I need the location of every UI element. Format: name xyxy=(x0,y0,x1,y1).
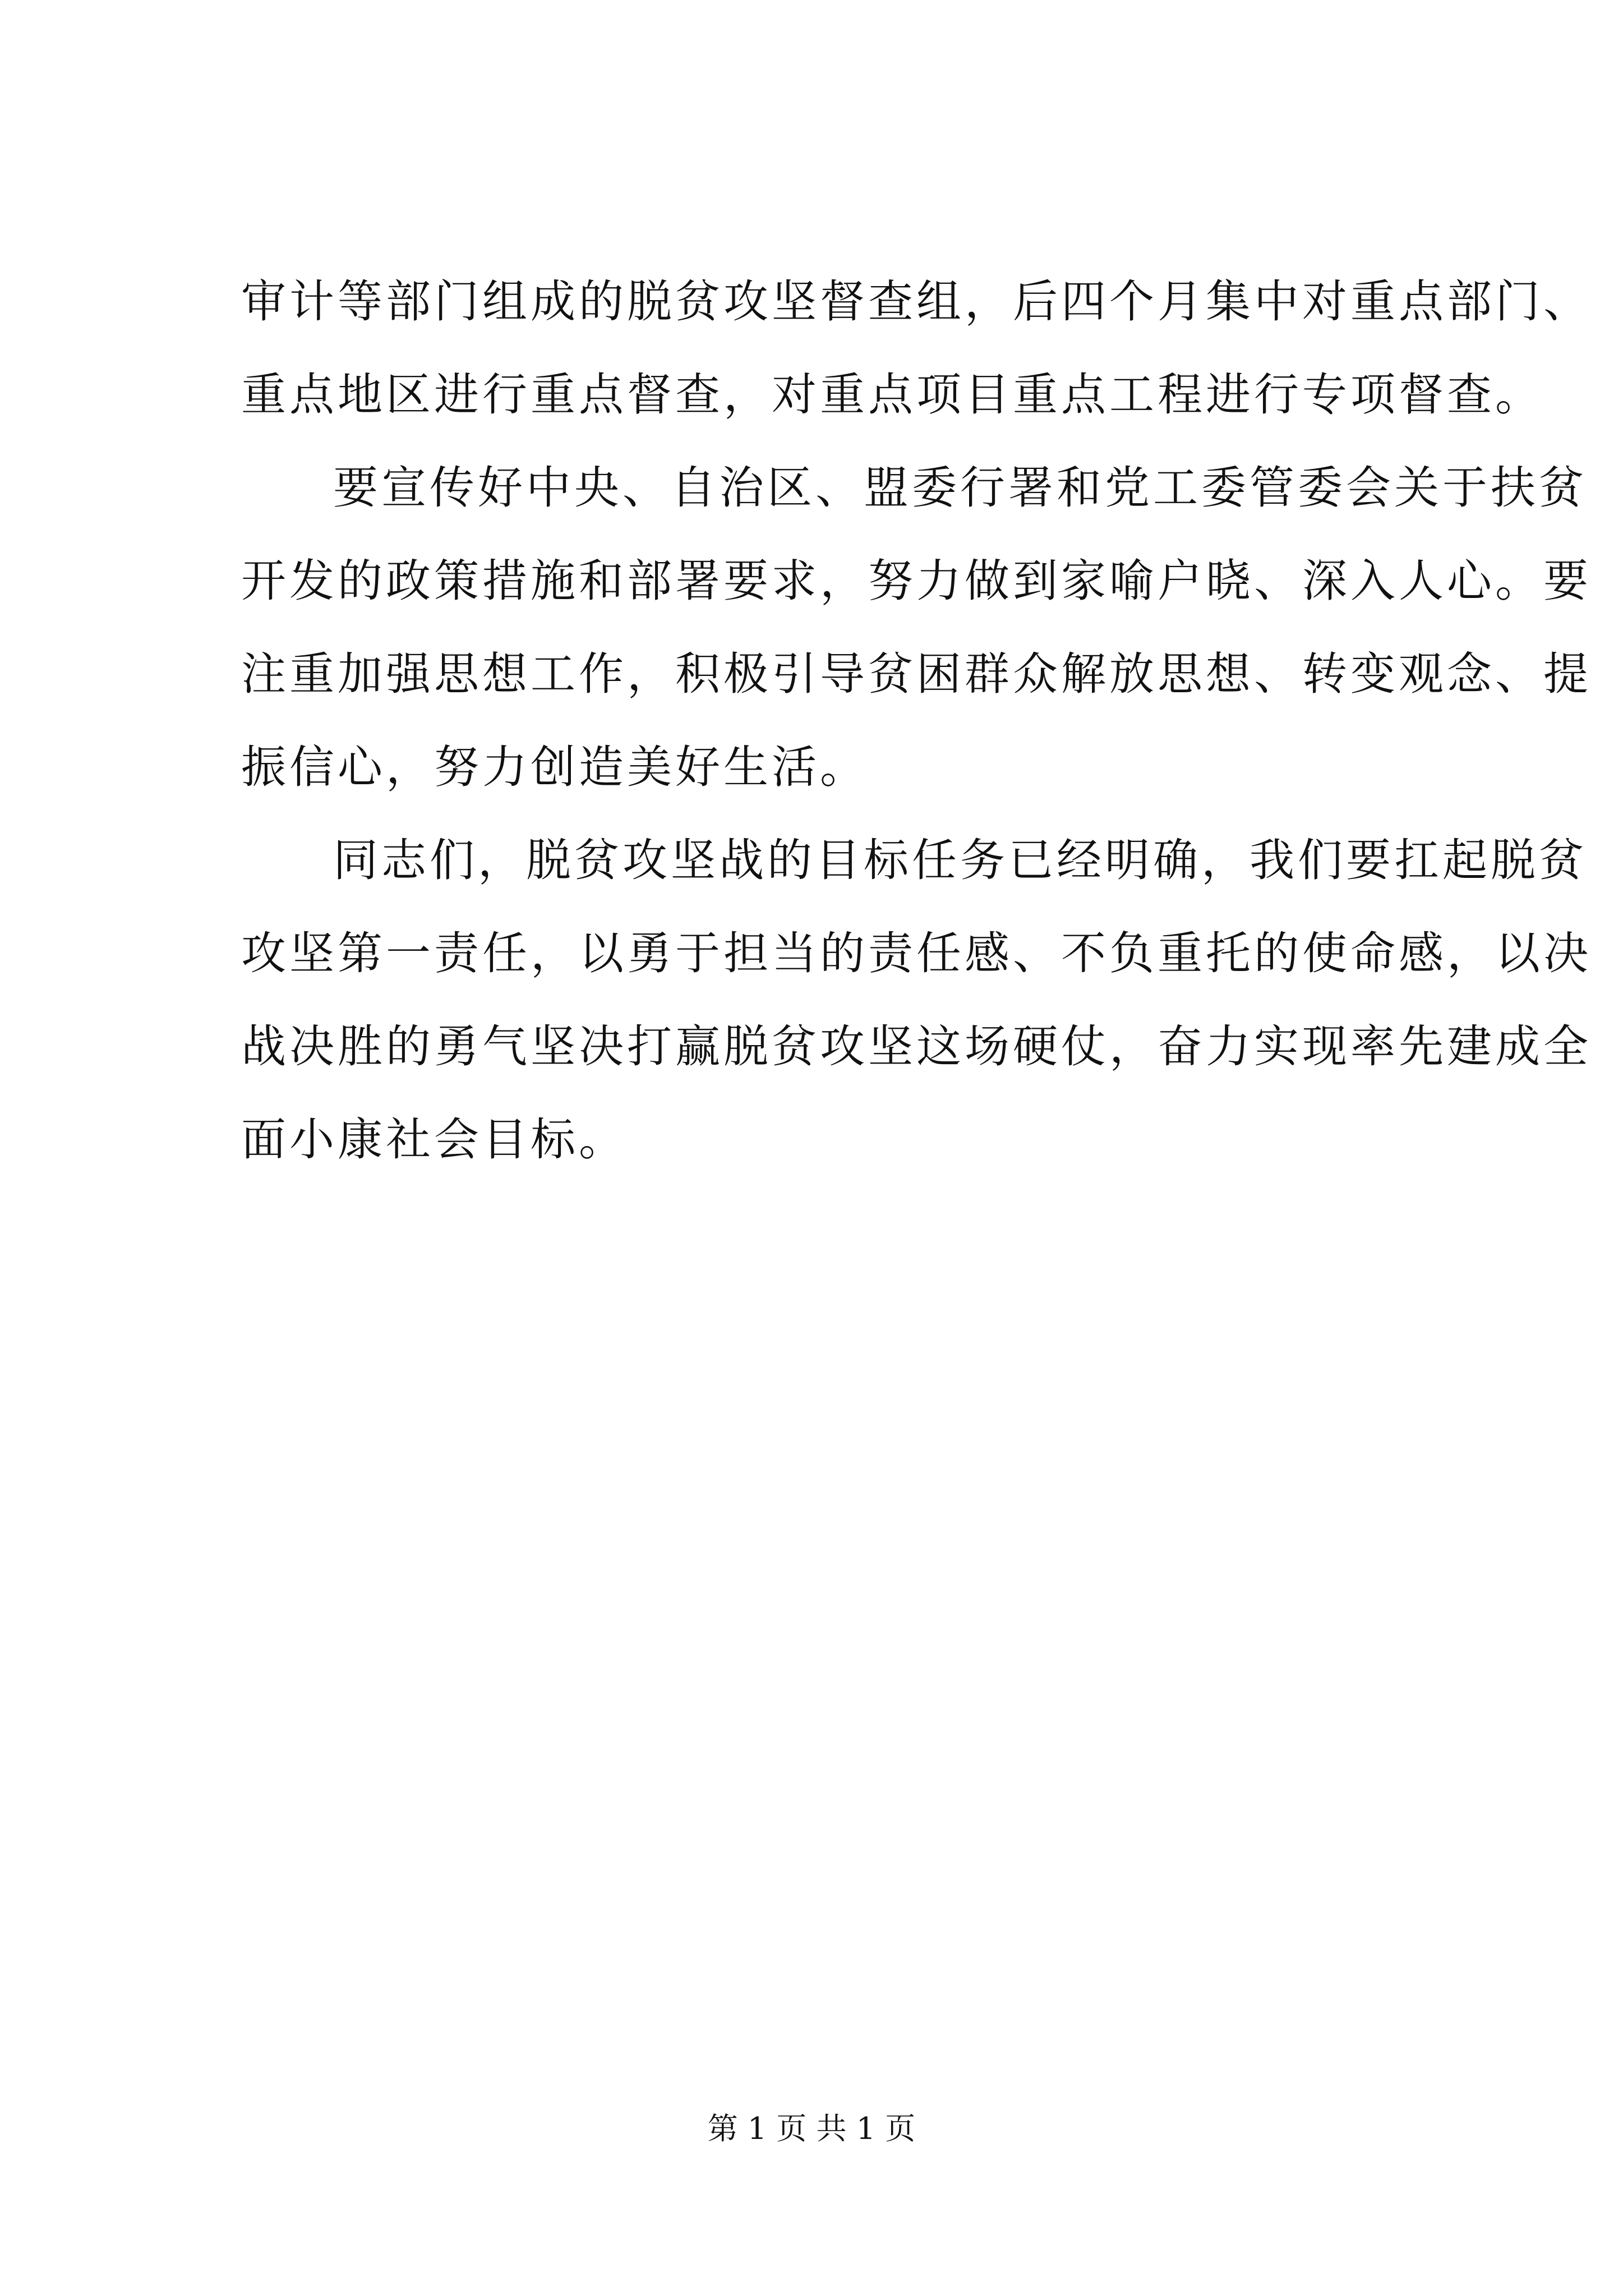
body-line: 重点地区进行重点督查，对重点项目重点工程进行专项督查。 xyxy=(241,369,1543,421)
body-line: 面小康社会目标。 xyxy=(241,1114,627,1166)
body-line: 审计等部门组成的脱贫攻坚督查组，后四个月集中对重点部门、 xyxy=(241,275,1592,328)
document-body xyxy=(241,255,1592,1186)
body-line: 注重加强思想工作，积极引导贫困群众解放思想、转变观念、提 xyxy=(241,648,1592,700)
paragraph-start-line: 要宣传好中央、自治区、盟委行署和党工委管委会关于扶贫 xyxy=(333,462,1587,514)
paragraph-start-line: 同志们，脱贫攻坚战的目标任务已经明确，我们要扛起脱贫 xyxy=(333,834,1587,886)
body-line: 攻坚第一责任，以勇于担当的责任感、不负重托的使命感，以决 xyxy=(241,927,1592,979)
page-footer: 第 1 页 共 1 页 xyxy=(707,2111,916,2146)
body-line: 战决胜的勇气坚决打赢脱贫攻坚这场硬仗，奋力实现率先建成全 xyxy=(241,1020,1592,1073)
body-line: 振信心，努力创造美好生活。 xyxy=(241,741,868,793)
body-line: 开发的政策措施和部署要求，努力做到家喻户晓、深入人心。要 xyxy=(241,555,1592,607)
